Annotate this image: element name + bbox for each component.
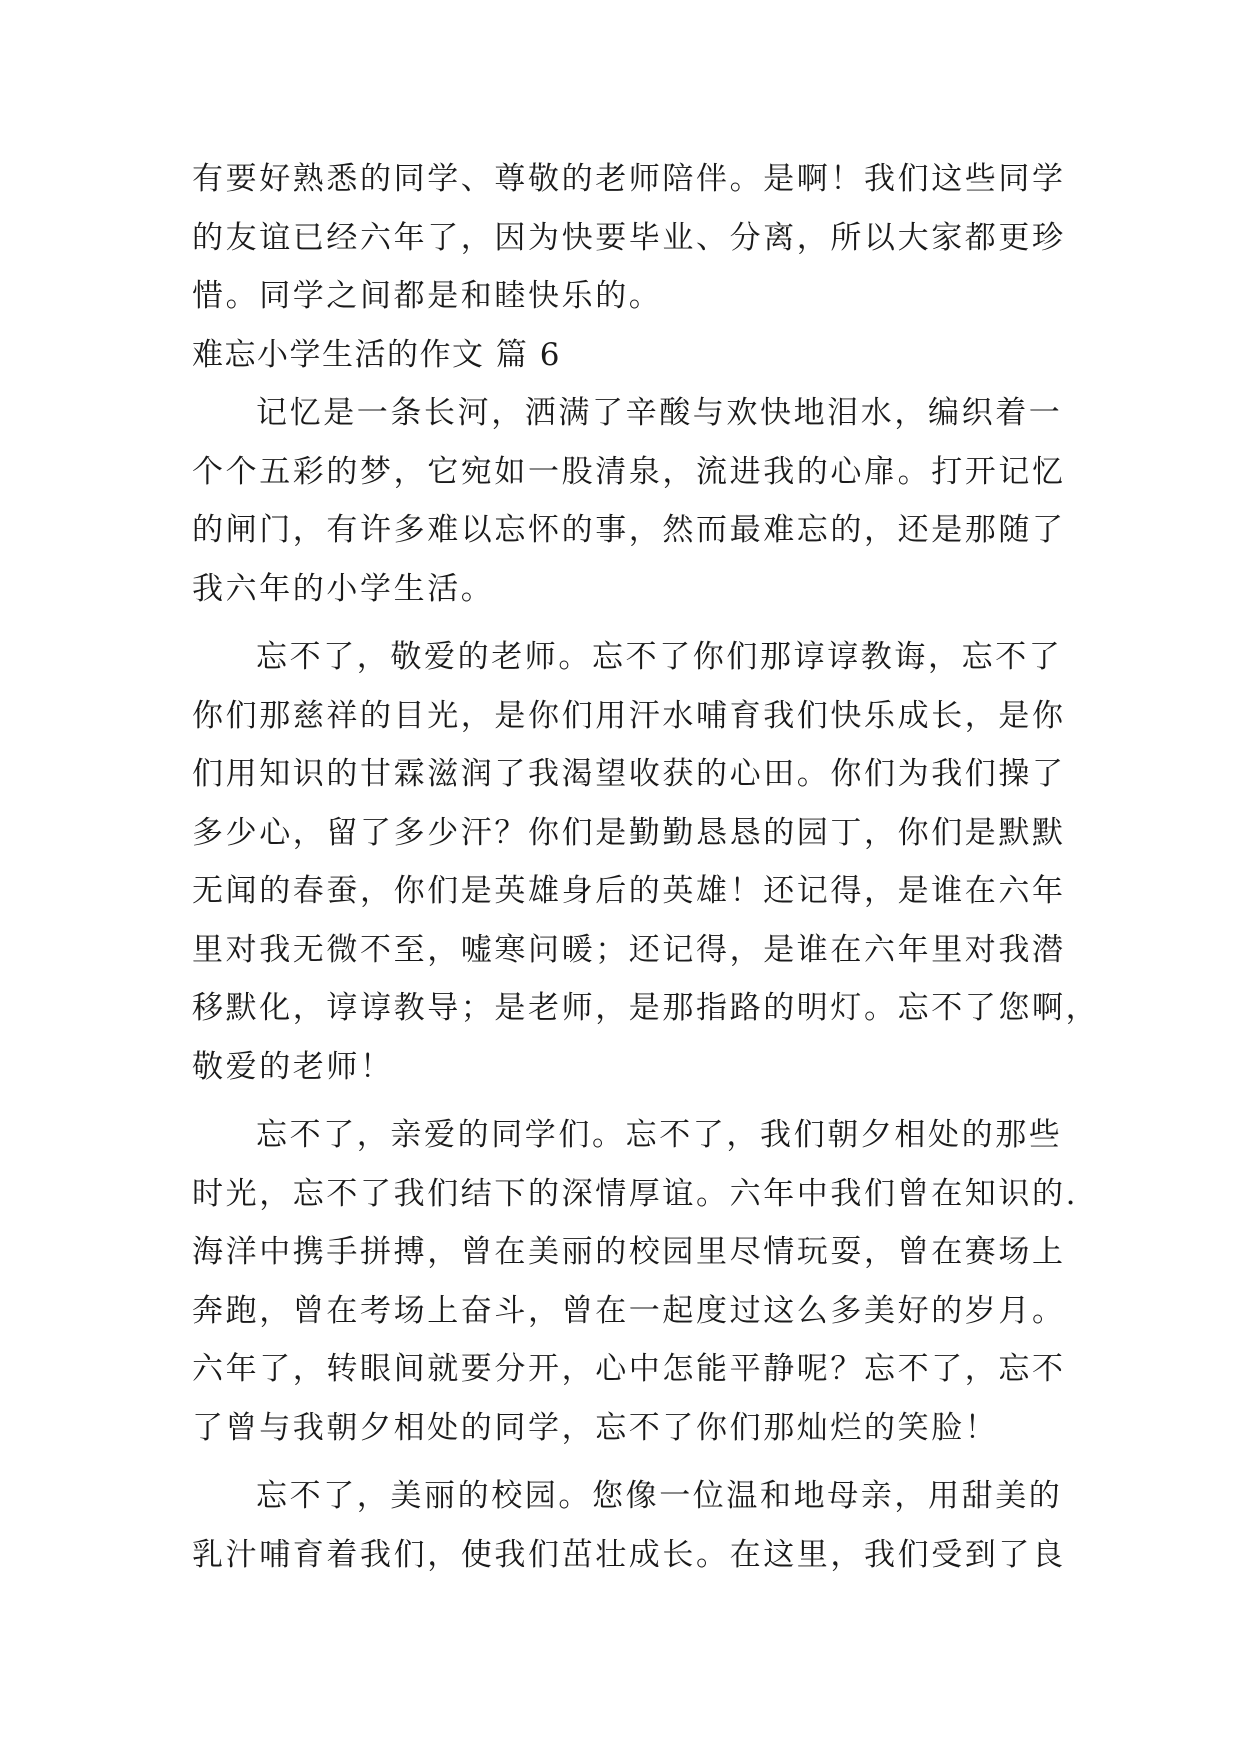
text-line: 移默化，谆谆教导；是老师，是那指路的明灯。忘不了您啊，: [192, 990, 1100, 1026]
paragraph-classmates: [192, 1106, 1079, 1457]
text-line: 多少心，留了多少汗？你们是勤勤恳恳的园丁，你们是默默: [192, 814, 1066, 851]
text-line: 乳汁哺育着我们，使我们茁壮成长。在这里，我们受到了良: [192, 1536, 1066, 1573]
text-line: 我六年的小学生活。: [192, 570, 495, 607]
text-line: 时光，忘不了我们结下的深情厚谊。六年中我们曾在知识的.: [192, 1175, 1079, 1212]
text-line: 惜。同学之间都是和睦快乐的。: [192, 278, 663, 314]
text-line: 里对我无微不至，嘘寒问暖；还记得，是谁在六年里对我潜: [192, 931, 1066, 968]
paragraph-teachers: [192, 628, 1100, 1096]
text-line: 记忆是一条长河，洒满了辛酸与欢快地泪水，编织着一: [256, 395, 1063, 431]
section-title: 难忘小学生活的作文 篇 6: [192, 336, 561, 373]
text-line: 的闸门，有许多难以忘怀的事，然而最难忘的，还是那随了: [192, 512, 1066, 548]
text-line: 个个五彩的梦，它宛如一股清泉，流进我的心扉。打开记忆: [192, 453, 1066, 490]
text-line: 六年了，转眼间就要分开，心中怎能平静呢？忘不了，忘不: [192, 1351, 1066, 1387]
paragraph-memory: [192, 384, 1066, 618]
text-line: 敬爱的老师！: [192, 1048, 394, 1085]
text-line: 无闻的春蚕，你们是英雄身后的英雄！还记得，是谁在六年: [192, 873, 1066, 909]
text-line: 奔跑，曾在考场上奋斗，曾在一起度过这么多美好的岁月。: [192, 1292, 1066, 1329]
text-line: 的友谊已经六年了，因为快要毕业、分离，所以大家都更珍: [192, 219, 1066, 256]
document-body: [192, 150, 1100, 1584]
text-line: 们用知识的甘霖滋润了我渴望收获的心田。你们为我们操了: [192, 756, 1066, 792]
text-line: 了曾与我朝夕相处的同学，忘不了你们那灿烂的笑脸！: [192, 1409, 999, 1446]
text-line: 忘不了，敬爱的老师。忘不了你们那谆谆教诲，忘不了: [256, 639, 1063, 675]
text-line: 海洋中携手拼搏，曾在美丽的校园里尽情玩耍，曾在赛场上: [192, 1234, 1066, 1270]
intro-paragraph: [192, 150, 1066, 326]
text-line: 忘不了，美丽的校园。您像一位温和地母亲，用甜美的: [256, 1478, 1063, 1514]
text-line: 你们那慈祥的目光，是你们用汗水哺育我们快乐成长，是你: [192, 697, 1066, 734]
text-line: 有要好熟悉的同学、尊敬的老师陪伴。是啊！我们这些同学: [192, 161, 1066, 197]
text-line: 忘不了，亲爱的同学们。忘不了，我们朝夕相处的那些: [256, 1117, 1063, 1153]
paragraph-campus: [192, 1467, 1066, 1584]
